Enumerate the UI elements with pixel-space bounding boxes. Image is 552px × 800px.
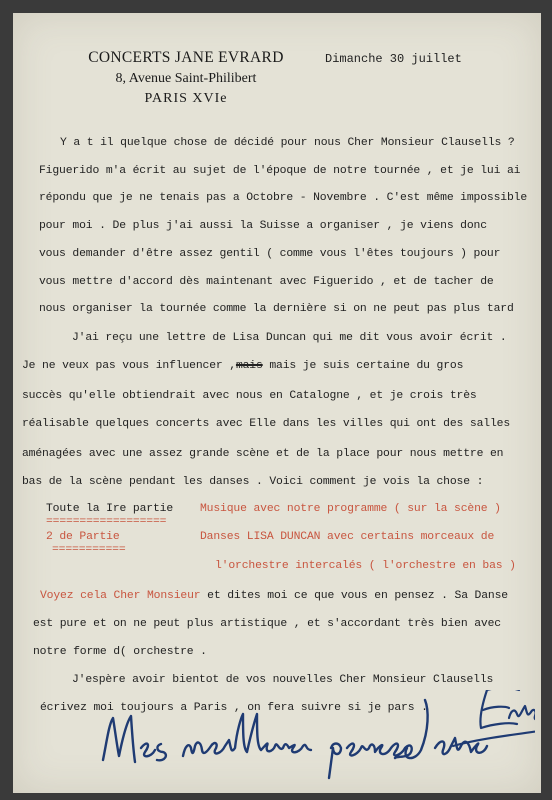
text-segment: mais je suis certaine du gros [262, 360, 464, 372]
body-line: pour moi . De plus j'ai aussi la Suisse a organiser , je viens donc [39, 220, 487, 232]
body-line [40, 590, 508, 602]
program-part2-label: 2 de Partie [46, 531, 120, 543]
text-segment: Je ne veux pas vous influencer , [22, 360, 236, 372]
program-part1-underline: ================== [46, 516, 167, 528]
letterhead-city: PARIS XVIe [144, 91, 228, 106]
body-line: est pure et on ne peut plus artistique , et s'accordant très bien avec [33, 618, 501, 630]
program-part2-text: Danses LISA DUNCAN avec certains morceaux de [200, 531, 495, 543]
letterhead-name: CONCERTS JANE EVRARD [88, 49, 284, 66]
letter-date: Dimanche 30 juillet [325, 52, 462, 66]
letterhead-address: 8, Avenue Saint-Philibert [115, 71, 257, 86]
handwritten-signature [95, 690, 535, 780]
body-line: Y a t il quelque chose de décidé pour nous Cher Monsieur Clausells ? [60, 137, 515, 149]
body-line: Figuerido m'a écrit au sujet de l'époque de notre tournée , et je lui ai [39, 165, 521, 177]
program-part1-label: Toute la Ire partie [46, 503, 174, 515]
program-part1-text: Musique avec notre programme ( sur la scène ) [200, 503, 501, 515]
body-line: aménagées avec une assez grande scène et de la place pour nous mettre en [22, 448, 504, 460]
program-part2-underline: =========== [52, 544, 126, 556]
red-text-segment: Voyez cela Cher Monsieur [40, 590, 201, 602]
body-line: nous organiser la tournée comme la dernière si on ne peut pas plus tard [39, 303, 514, 315]
struck-text: mais [235, 360, 263, 372]
body-line: succès qu'elle obtiendrait avec nous en Catalogne , et je crois très [22, 390, 477, 402]
body-line: bas de la scène pendant les danses . Voici comment je vois la chose : [22, 476, 484, 488]
body-line: écrivez moi toujours a Paris , on fera suivre si je pars . [40, 702, 428, 714]
body-line: J'espère avoir bientot de vos nouvelles Cher Monsieur Clausells [72, 674, 494, 686]
body-line: J'ai reçu une lettre de Lisa Duncan qui me dit vous avoir écrit . [72, 332, 507, 344]
body-line [22, 360, 463, 372]
letterhead [66, 47, 306, 109]
body-line: vous demander d'être assez gentil ( comme vous l'êtes toujours ) pour [39, 248, 501, 260]
body-line: notre forme d( orchestre . [33, 646, 207, 658]
text-segment: et dites moi ce que vous en pensez . Sa Danse [200, 590, 508, 602]
body-line: vous mettre d'accord dès maintenant avec Figuerido , et de tacher de [39, 276, 494, 288]
body-line: réalisable quelques concerts avec Elle dans les villes qui ont des salles [22, 418, 511, 430]
body-line: répondu que je ne tenais pas a Octobre - Novembre . C'est même impossible [39, 192, 528, 204]
program-part2-text: l'orchestre intercalés ( l'orchestre en bas ) [215, 560, 516, 572]
